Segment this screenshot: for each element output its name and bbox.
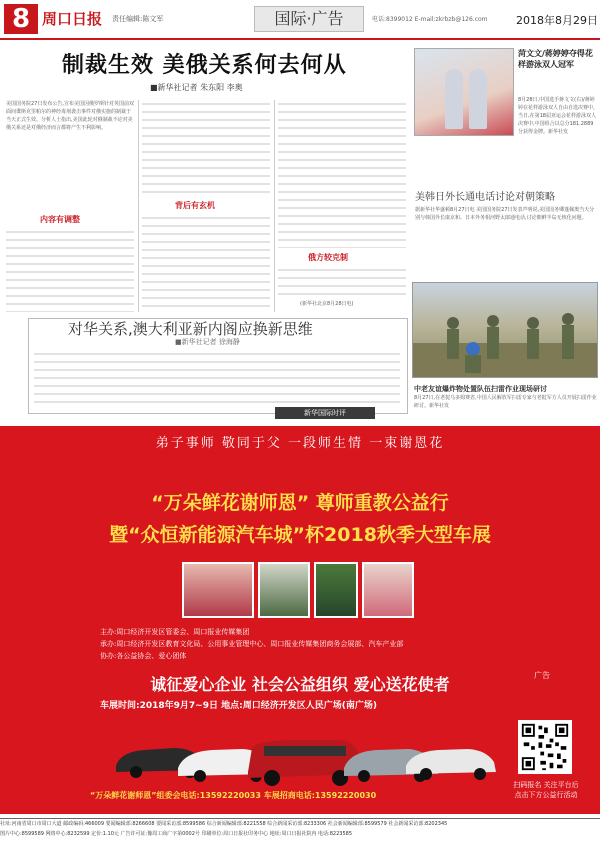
- qr-instruction-line-1: 扫码报名 关注平台后: [513, 781, 579, 789]
- main-credit: (新华社北京8月28日电): [300, 301, 354, 307]
- demining-photo-figures: [413, 283, 598, 378]
- ad-host-line: 主办:周口经济开发区管委会、周口报业传媒集团: [100, 628, 250, 636]
- photo2-title: 中老友谊爆炸物处置队伍扫雷作业现场研讨: [414, 385, 547, 393]
- ad-photo-teacher: [258, 562, 310, 618]
- ad-coorganizer-line: 协办:各公益协会、爱心团体: [100, 652, 187, 660]
- athlete-figure: [469, 69, 487, 129]
- footer-line-2: 图片中心:8599589 网络中心:8232599 定价:1.10元 广告许可证:豫周工商广字第0002号 印刷单位:周口日报社印务中心 地址:周口日报社院内 电话:8223585: [0, 831, 352, 837]
- ad-time-location: 车展时间:2018年9月7~9日 地点:周口经济开发区人民广场(南广场): [100, 701, 377, 711]
- ad-organizer-line: 承办:周口经济开发区教育文化局、公用事业管理中心、周口报业传媒集团商务会展部、汽车产业部: [100, 640, 404, 648]
- qr-instruction-line-2: 点击下方公益行活动: [514, 791, 578, 799]
- main-text-block: [142, 100, 270, 198]
- column-rule: [274, 100, 275, 312]
- ad-banner: 诚征爱心企业 社会公益组织 爱心送花使者: [150, 675, 450, 694]
- main-lead-text: 美国国务院27日发布公告,宣布美国因俄罗斯针对英国前双面间谍斯克里帕尔的神经毒剂袭击事件对俄实施的制裁于当天正式生效。分析人士指出,美国此轮对俄制裁不论对美俄关系还是对俄经济而言都将产生不利影响。: [6, 101, 134, 131]
- qr-code-icon[interactable]: [518, 720, 572, 774]
- section-title: 国际·广告: [274, 9, 344, 28]
- paper-name: 周口日报: [42, 10, 103, 28]
- main-subhead-1: 内容有调整: [40, 215, 80, 224]
- ad-slogan: 弟子事师 敬同于父 一段师生情 一束谢恩花: [155, 436, 445, 451]
- footer-line-1: 社址:河南省周口市周口大道 邮政编码:466009 要闻编辑部:8266608 要闻采访部:8599586 综合新闻编辑部:8221558 综合新闻采访部:8233306 社会新闻编辑部:8599579 社会新闻采访部:8202345: [0, 821, 448, 827]
- page-number: 8: [4, 4, 38, 34]
- main-headline: 制裁生效 美俄关系何去何从: [62, 53, 347, 78]
- ad-phone-numbers: “万朵鲜花谢师恩”组委会电话:13592220033 车展招商电话:13592220030: [90, 791, 377, 800]
- car-icon: [248, 740, 362, 786]
- ad-label: 广告: [534, 671, 550, 680]
- main-text-block: [6, 228, 134, 312]
- main-subhead-3: 俄方较克制: [308, 253, 348, 262]
- main-byline: ■新华社记者 朱东阳 李奥: [150, 83, 243, 92]
- swimming-photo: [414, 48, 514, 136]
- ad-photo-students: [362, 562, 414, 618]
- main-text-block: [142, 214, 270, 312]
- demining-photo: [412, 282, 598, 378]
- main-subhead-2: 背后有玄机: [175, 201, 215, 210]
- ad-organizers: [100, 626, 520, 662]
- story2-headline: 对华关系,澳大利亚新内阁应换新思维: [68, 320, 313, 338]
- main-text-block: [278, 100, 406, 248]
- footer: [0, 818, 600, 847]
- editor-info: 责任编辑:陈文军: [112, 15, 164, 23]
- photo2-caption: 8月27日,在老挝乌多姆赛省,中国人民解放军扫雷专家与老挝军方人员开展扫雷作业研讨。新华社发: [414, 395, 597, 409]
- story2-text-block: [34, 350, 400, 404]
- story2-byline: ■新华社记者 徐海静: [175, 338, 240, 346]
- ad-title-line-1: “万朵鲜花谢师恩” 尊师重教公益行: [151, 492, 449, 514]
- ad-cars-illustration: [108, 718, 498, 786]
- main-text-block: [278, 266, 406, 298]
- story3-headline: 美韩日外长通电话讨论对朝策略: [415, 192, 555, 203]
- athlete-figure: [445, 69, 463, 129]
- qr-instructions: [510, 780, 582, 800]
- issue-date: 2018年8月29日: [516, 14, 598, 27]
- photo1-title: 菏文文/蒋婷婷夺得花样游泳双人冠军: [518, 49, 593, 69]
- column-logo: 新华国际时评: [275, 407, 375, 419]
- ad-title-line-2: 暨“众恒新能源汽车城”杯2018秋季大型车展: [109, 524, 491, 546]
- contact-info: 电话:8399012 E-mail:zkrbzb@126.com: [372, 16, 488, 23]
- column-rule: [138, 100, 139, 312]
- photo1-caption: 8月28日,中国选手蒋文文(右)/蒋婷婷在花样游泳双人自由自选决赛中。当日,在第18届亚运会花样游泳双人决赛中,中国组合以总分181.2889分获得金牌。新华社发: [518, 97, 598, 135]
- story3-text: 据新华社华盛顿8月27日电 美国国务院27日发表声明说,美国国务卿蓬佩奥当天分别与韩国外长康京和、日本外务相河野太郎通电话,讨论朝鲜半岛无核化问题。: [415, 207, 595, 221]
- ad-photo-flowers: [182, 562, 254, 618]
- ad-photo-class: [314, 562, 358, 618]
